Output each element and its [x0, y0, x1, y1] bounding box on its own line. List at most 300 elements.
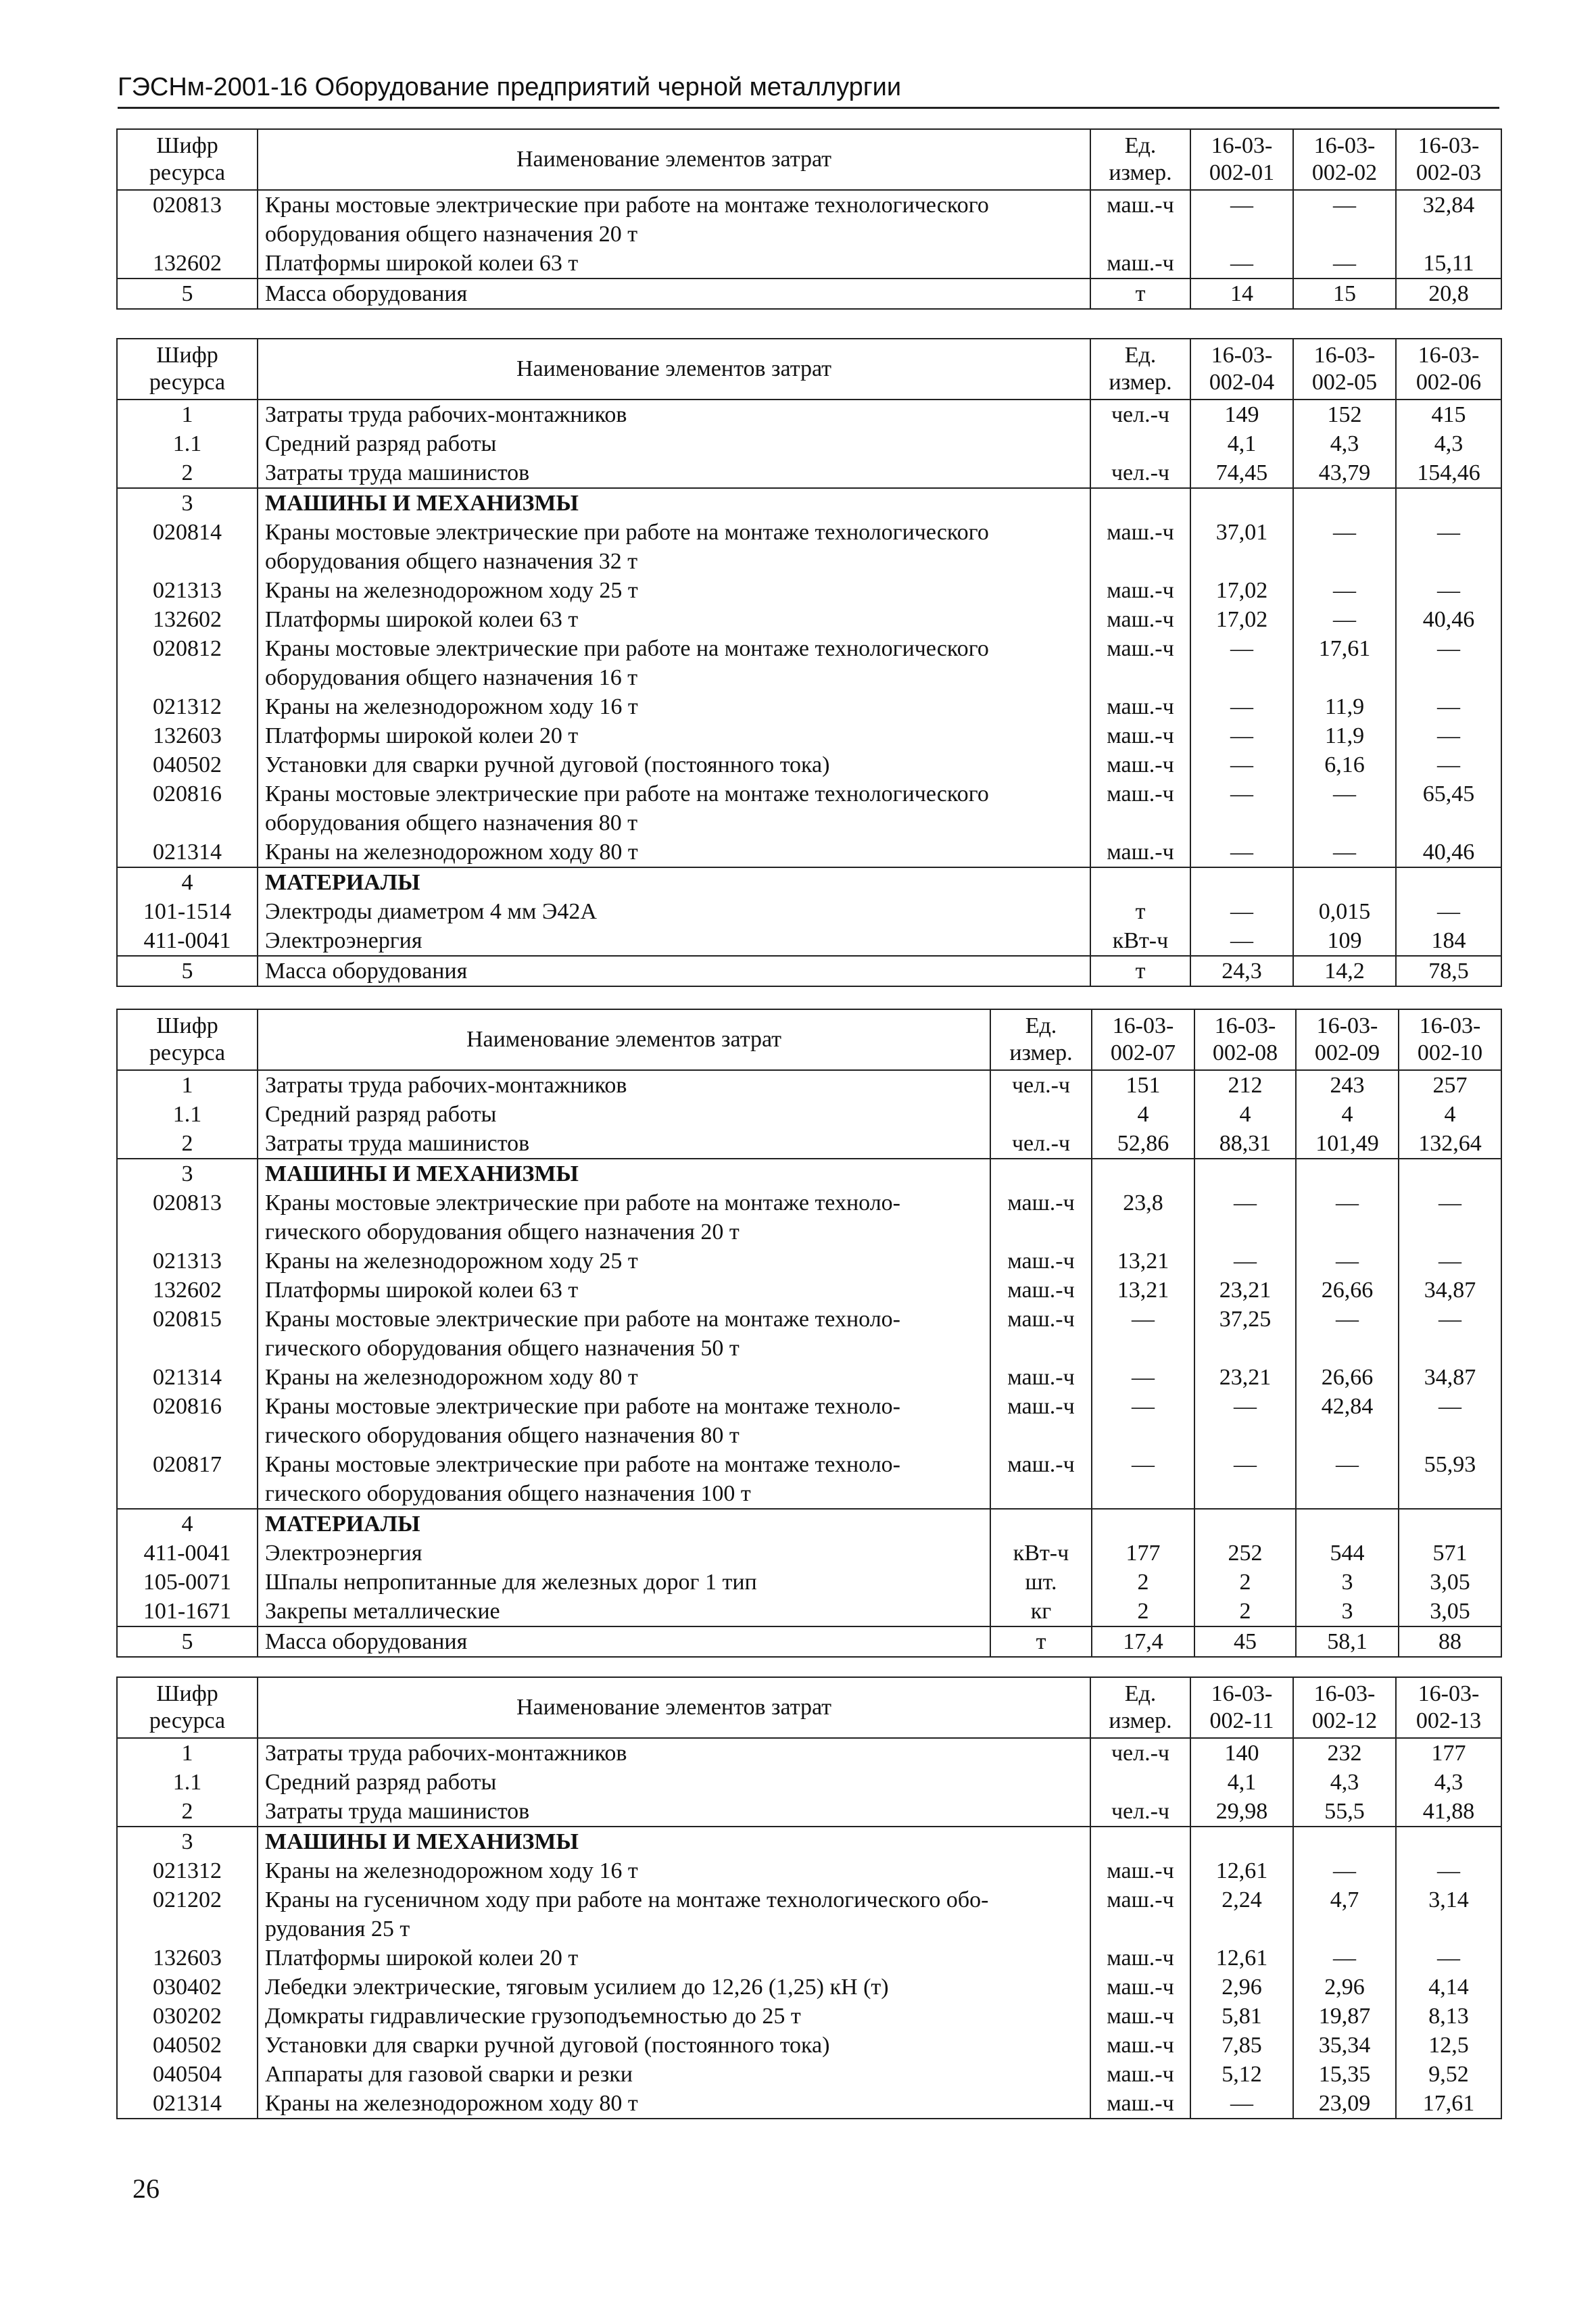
table-row [117, 1568, 1501, 1597]
resource-name: Краны мостовые электрические при работе на монтаже технологического оборудования общего назначения 20 т [258, 190, 1090, 249]
value-cell: 177 [1092, 1539, 1194, 1568]
header-column-code: 16-03-002-02 [1293, 129, 1396, 190]
header-column-code: 16-03-002-03 [1396, 129, 1501, 190]
resource-name: МАШИНЫ И МЕХАНИЗМЫ [258, 1159, 990, 1188]
resource-code: 040502 [117, 750, 258, 779]
value-cell: 12,5 [1428, 2033, 1469, 2058]
value-cell: 252 [1194, 1539, 1296, 1568]
resource-name: Затраты труда рабочих-монтажников [258, 1070, 990, 1100]
value-cell [1092, 1159, 1194, 1188]
header-column-code: 16-03-002-05 [1293, 339, 1396, 400]
resource-code: 020815 [117, 1305, 258, 1363]
unit-cell: маш.-ч [1090, 249, 1190, 279]
value-cell: — [1190, 750, 1293, 779]
resource-code: 3 [117, 1159, 258, 1188]
value-cell: 2,96 [1293, 1973, 1396, 2002]
table-row [117, 1944, 1501, 1973]
value-cell: 37,01 [1190, 518, 1293, 576]
value-cell: 3 [1296, 1568, 1399, 1597]
resource-name: Краны мостовые электрические при работе на монтаже технологического оборудования общего назначения 16 т [258, 634, 1090, 692]
value-cell: 4 [1444, 1102, 1456, 1127]
resource-name: Платформы широкой колеи 20 т [258, 721, 1090, 750]
value-cell: 4,3 [1434, 1770, 1464, 1795]
value-cell: 17,02 [1190, 576, 1293, 605]
unit-cell [990, 1509, 1092, 1539]
table-row [117, 838, 1501, 867]
value-cell: 14,2 [1293, 956, 1396, 986]
header-unit: Ед. измер. [1090, 1677, 1190, 1738]
unit-cell: маш.-ч [990, 1247, 1092, 1276]
table-row [117, 779, 1501, 838]
value-cell: 43,79 [1293, 458, 1396, 488]
resource-code: 411-0041 [117, 926, 258, 956]
value-cell: — [1092, 1363, 1194, 1392]
value-cell: 32,84 [1422, 193, 1475, 218]
header-code: Шифр ресурса [117, 339, 258, 400]
value-cell: 24,3 [1190, 956, 1293, 986]
table-row [117, 1539, 1501, 1568]
value-cell: 4,1 [1190, 429, 1293, 458]
header-code: Шифр ресурса [117, 1009, 258, 1070]
value-cell: 88 [1438, 1629, 1461, 1654]
value-cell: 149 [1190, 400, 1293, 429]
value-cell: — [1190, 2089, 1293, 2119]
header-column-code: 16-03-002-11 [1190, 1677, 1293, 1738]
value-cell [1396, 867, 1501, 897]
resource-name: Платформы широкой колеи 63 т [258, 249, 1090, 279]
value-cell: 109 [1293, 926, 1396, 956]
resource-name: Затраты труда рабочих-монтажников [258, 400, 1090, 429]
value-cell: — [1293, 190, 1396, 249]
unit-cell: маш.-ч [1090, 2060, 1190, 2089]
value-cell: 55,93 [1399, 1450, 1501, 1509]
value-cell: 7,85 [1190, 2031, 1293, 2060]
value-cell: 11,9 [1293, 721, 1396, 750]
value-cell: — [1190, 779, 1293, 838]
value-cell: 140 [1190, 1738, 1293, 1768]
resource-code: 2 [117, 458, 258, 488]
table-row [117, 721, 1501, 750]
table-row [117, 518, 1501, 576]
resource-code: 021202 [117, 1885, 258, 1944]
unit-cell: маш.-ч [1090, 1944, 1190, 1973]
value-cell: — [1194, 1392, 1296, 1450]
value-cell: 15,35 [1293, 2060, 1396, 2089]
unit-cell [1090, 488, 1190, 518]
value-cell: — [1190, 721, 1293, 750]
header-column-code: 16-03-002-04 [1190, 339, 1293, 400]
value-cell: — [1190, 249, 1293, 279]
value-cell: 4 [1092, 1100, 1194, 1129]
value-cell: — [1438, 1190, 1461, 1215]
value-cell: — [1437, 899, 1460, 924]
table-row [117, 1305, 1501, 1363]
resource-name: Краны на железнодорожном ходу 16 т [258, 1856, 1090, 1885]
resource-name: Шпалы непропитанные для железных дорог 1 тип [258, 1568, 990, 1597]
value-cell: 152 [1293, 400, 1396, 429]
resource-name: Краны на железнодорожном ходу 25 т [258, 1247, 990, 1276]
value-cell [1190, 1827, 1293, 1856]
value-cell: — [1194, 1188, 1296, 1247]
resource-name: Краны на железнодорожном ходу 80 т [258, 838, 1090, 867]
unit-cell [1090, 1768, 1190, 1797]
value-cell: 0,015 [1293, 897, 1396, 926]
resource-name: Установки для сварки ручной дуговой (постоянного тока) [258, 2031, 1090, 2060]
unit-cell: маш.-ч [1090, 634, 1190, 692]
header-unit: Ед. измер. [1090, 129, 1190, 190]
table-row [117, 634, 1501, 692]
value-cell [1296, 1159, 1399, 1188]
table-row [117, 1100, 1501, 1129]
value-cell: 2 [1194, 1568, 1296, 1597]
value-cell: 17,02 [1190, 605, 1293, 634]
resource-code: 132602 [117, 249, 258, 279]
resource-name: Краны мостовые электрические при работе на монтаже техноло-гического оборудования общего назначения 100 т [258, 1450, 990, 1509]
table-row [117, 605, 1501, 634]
value-cell: 544 [1296, 1539, 1399, 1568]
value-cell: — [1296, 1450, 1399, 1509]
unit-cell [1090, 429, 1190, 458]
resource-name: Платформы широкой колеи 63 т [258, 605, 1090, 634]
value-cell: 58,1 [1296, 1626, 1399, 1657]
value-cell: 88,31 [1194, 1129, 1296, 1159]
value-cell: 212 [1194, 1070, 1296, 1100]
value-cell: 177 [1431, 1741, 1466, 1766]
resource-code: 4 [117, 1509, 258, 1539]
resource-code: 5 [117, 1626, 258, 1657]
header-row [117, 1677, 1501, 1738]
resource-code: 020816 [117, 779, 258, 838]
value-cell: 26,66 [1296, 1276, 1399, 1305]
value-cell: 45 [1194, 1626, 1296, 1657]
value-cell: 74,45 [1190, 458, 1293, 488]
value-cell: — [1190, 838, 1293, 867]
unit-cell: чел.-ч [1090, 458, 1190, 488]
resource-code: 021312 [117, 1856, 258, 1885]
value-cell: 41,88 [1396, 1797, 1501, 1827]
value-cell: — [1190, 926, 1293, 956]
resource-code: 1.1 [117, 429, 258, 458]
value-cell: 257 [1432, 1073, 1468, 1098]
resource-name: Электроды диаметром 4 мм Э42А [258, 897, 1090, 926]
value-cell: — [1296, 1247, 1399, 1276]
resource-name: Масса оборудования [258, 1626, 990, 1657]
value-cell: — [1293, 779, 1396, 838]
table-row [117, 1129, 1501, 1159]
resource-name: Краны мостовые электрические при работе на монтаже технологического оборудования общего назначения 80 т [258, 779, 1090, 838]
value-cell: 23,21 [1194, 1363, 1296, 1392]
value-cell: 34,87 [1424, 1365, 1476, 1390]
table-row [117, 1450, 1501, 1509]
unit-cell: маш.-ч [990, 1450, 1092, 1509]
unit-cell: маш.-ч [1090, 1973, 1190, 2002]
table-row [117, 1738, 1501, 1768]
value-cell [1190, 488, 1293, 518]
resource-code: 132602 [117, 1276, 258, 1305]
value-cell: 23,09 [1293, 2089, 1396, 2119]
value-cell: 8,13 [1428, 2004, 1469, 2029]
unit-cell: маш.-ч [1090, 2002, 1190, 2031]
resource-name: Аппараты для газовой сварки и резки [258, 2060, 1090, 2089]
unit-cell: чел.-ч [990, 1129, 1092, 1159]
resource-code: 021313 [117, 576, 258, 605]
value-cell: — [1293, 249, 1396, 279]
unit-cell [1090, 1827, 1190, 1856]
resource-code: 5 [117, 279, 258, 309]
table-row [117, 1626, 1501, 1657]
table-row [117, 1188, 1501, 1247]
unit-cell: маш.-ч [1090, 1885, 1190, 1944]
unit-cell: маш.-ч [990, 1188, 1092, 1247]
table-row [117, 279, 1501, 309]
value-cell: — [1293, 605, 1396, 634]
table-row [117, 1827, 1501, 1856]
resource-name: Краны на железнодорожном ходу 80 т [258, 1363, 990, 1392]
resource-name: Электроэнергия [258, 1539, 990, 1568]
value-cell: 415 [1431, 402, 1466, 427]
resource-code: 411-0041 [117, 1539, 258, 1568]
resource-name: Установки для сварки ручной дуговой (постоянного тока) [258, 750, 1090, 779]
header-unit: Ед. измер. [990, 1009, 1092, 1070]
resource-name: МАШИНЫ И МЕХАНИЗМЫ [258, 1827, 1090, 1856]
table-row [117, 400, 1501, 429]
table-row [117, 1856, 1501, 1885]
table-row [117, 488, 1501, 518]
norm-table-3 [116, 1009, 1502, 1658]
unit-cell: маш.-ч [1090, 605, 1190, 634]
value-cell: — [1194, 1247, 1296, 1276]
page-number: 26 [132, 2173, 160, 2204]
table-row [117, 1070, 1501, 1100]
resource-code: 020817 [117, 1450, 258, 1509]
unit-cell [1090, 867, 1190, 897]
header-row [117, 129, 1501, 190]
header-name: Наименование элементов затрат [258, 1009, 990, 1070]
value-cell: — [1092, 1305, 1194, 1363]
value-cell: 37,25 [1194, 1305, 1296, 1363]
unit-cell: маш.-ч [990, 1276, 1092, 1305]
value-cell: 12,61 [1190, 1944, 1293, 1973]
resource-name: Краны на железнодорожном ходу 16 т [258, 692, 1090, 721]
value-cell: — [1437, 723, 1460, 748]
resource-code: 105-0071 [117, 1568, 258, 1597]
value-cell: 20,8 [1428, 281, 1469, 306]
table-row [117, 458, 1501, 488]
resource-code: 020813 [117, 190, 258, 249]
value-cell: 9,52 [1428, 2062, 1469, 2087]
resource-name: Затраты труда машинистов [258, 458, 1090, 488]
resource-name: Краны мостовые электрические при работе на монтаже технологического оборудования общего назначения 32 т [258, 518, 1090, 576]
table-row [117, 1247, 1501, 1276]
header-row [117, 1009, 1501, 1070]
resource-code: 020813 [117, 1188, 258, 1247]
resource-name: Краны на железнодорожном ходу 25 т [258, 576, 1090, 605]
value-cell: 3,05 [1399, 1597, 1501, 1626]
value-cell: — [1437, 694, 1460, 719]
value-cell: 2,96 [1190, 1973, 1293, 2002]
value-cell: 4 [1296, 1100, 1399, 1129]
header-column-code: 16-03-002-12 [1293, 1677, 1396, 1738]
value-cell: 6,16 [1293, 750, 1396, 779]
value-cell: 11,9 [1293, 692, 1396, 721]
value-cell: 3,05 [1430, 1570, 1470, 1595]
resource-code: 3 [117, 1827, 258, 1856]
header-column-code: 16-03-002-08 [1194, 1009, 1296, 1070]
value-cell: 132,64 [1399, 1129, 1501, 1159]
resource-name: Краны на железнодорожном ходу 80 т [258, 2089, 1090, 2119]
resource-code: 101-1514 [117, 897, 258, 926]
table-row [117, 1885, 1501, 1944]
value-cell: 3 [1296, 1597, 1399, 1626]
resource-name: Домкраты гидравлические грузоподъемностью до 25 т [258, 2002, 1090, 2031]
value-cell: 4,3 [1293, 429, 1396, 458]
unit-cell: маш.-ч [1090, 750, 1190, 779]
header-code: Шифр ресурса [117, 129, 258, 190]
value-cell: 14 [1190, 279, 1293, 309]
value-cell: 151 [1092, 1070, 1194, 1100]
unit-cell: чел.-ч [990, 1070, 1092, 1100]
value-cell: 4 [1194, 1100, 1296, 1129]
table-row [117, 1768, 1501, 1797]
header-unit: Ед. измер. [1090, 339, 1190, 400]
value-cell: — [1438, 1249, 1461, 1274]
value-cell: 101,49 [1296, 1129, 1399, 1159]
unit-cell: чел.-ч [1090, 1738, 1190, 1768]
value-cell: 12,61 [1190, 1856, 1293, 1885]
unit-cell: маш.-ч [1090, 1856, 1190, 1885]
resource-code: 021314 [117, 838, 258, 867]
resource-code: 030202 [117, 2002, 258, 2031]
resource-name: Затраты труда машинистов [258, 1129, 990, 1159]
resource-code: 021313 [117, 1247, 258, 1276]
resource-code: 101-1671 [117, 1597, 258, 1626]
value-cell: 52,86 [1092, 1129, 1194, 1159]
value-cell: 13,21 [1092, 1276, 1194, 1305]
header-column-code: 16-03-002-07 [1092, 1009, 1194, 1070]
page-header: ГЭСНм-2001-16 Оборудование предприятий черной металлургии [118, 70, 1499, 109]
table-row [117, 2031, 1501, 2060]
resource-name: МАТЕРИАЛЫ [258, 1509, 990, 1539]
value-cell: — [1190, 634, 1293, 692]
header-row [117, 339, 1501, 400]
resource-name: Затраты труда рабочих-монтажников [258, 1738, 1090, 1768]
unit-cell: кг [990, 1597, 1092, 1626]
value-cell: — [1296, 1305, 1399, 1363]
value-cell [1396, 1827, 1501, 1856]
resource-name: Краны мостовые электрические при работе на монтаже техноло-гического оборудования общего назначения 50 т [258, 1305, 990, 1363]
value-cell: 17,61 [1422, 2091, 1475, 2116]
unit-cell: т [990, 1626, 1092, 1657]
table-row [117, 692, 1501, 721]
resource-name: МАТЕРИАЛЫ [258, 867, 1090, 897]
value-cell: 17,4 [1092, 1626, 1194, 1657]
resource-name: Краны мостовые электрические при работе на монтаже техноло-гического оборудования общего назначения 20 т [258, 1188, 990, 1247]
value-cell [1396, 488, 1501, 518]
table-row [117, 750, 1501, 779]
value-cell [1092, 1509, 1194, 1539]
value-cell: 154,46 [1396, 458, 1501, 488]
value-cell [1293, 1827, 1396, 1856]
table-row [117, 190, 1501, 249]
unit-cell: шт. [990, 1568, 1092, 1597]
resource-name: МАШИНЫ И МЕХАНИЗМЫ [258, 488, 1090, 518]
value-cell: 5,81 [1190, 2002, 1293, 2031]
value-cell: 26,66 [1296, 1363, 1399, 1392]
resource-name: Средний разряд работы [258, 1100, 990, 1129]
value-cell: — [1438, 1307, 1461, 1332]
unit-cell: чел.-ч [1090, 400, 1190, 429]
value-cell: 2 [1092, 1568, 1194, 1597]
header-code: Шифр ресурса [117, 1677, 258, 1738]
value-cell: 23,21 [1194, 1276, 1296, 1305]
value-cell [1293, 488, 1396, 518]
resource-name: Электроэнергия [258, 926, 1090, 956]
value-cell: 15,11 [1396, 249, 1501, 279]
table-row [117, 1159, 1501, 1188]
table-row [117, 249, 1501, 279]
resource-code: 1.1 [117, 1100, 258, 1129]
table-row [117, 1797, 1501, 1827]
value-cell: 2,24 [1190, 1885, 1293, 1944]
resource-code: 021314 [117, 1363, 258, 1392]
unit-cell: маш.-ч [1090, 576, 1190, 605]
unit-cell: кВт-ч [1090, 926, 1190, 956]
resource-code: 1.1 [117, 1768, 258, 1797]
value-cell: 40,46 [1396, 838, 1501, 867]
unit-cell: маш.-ч [1090, 2089, 1190, 2119]
value-cell: 35,34 [1293, 2031, 1396, 2060]
value-cell: — [1437, 578, 1460, 603]
table-row [117, 926, 1501, 956]
unit-cell: маш.-ч [1090, 518, 1190, 576]
resource-code: 020814 [117, 518, 258, 576]
value-cell [1399, 1509, 1501, 1539]
unit-cell: т [1090, 897, 1190, 926]
value-cell: — [1293, 576, 1396, 605]
value-cell: 55,5 [1293, 1797, 1396, 1827]
unit-cell [990, 1159, 1092, 1188]
value-cell: — [1437, 636, 1460, 661]
table-row [117, 897, 1501, 926]
value-cell: — [1293, 1856, 1396, 1885]
value-cell: — [1437, 520, 1460, 545]
value-cell: 4,7 [1293, 1885, 1396, 1944]
resource-code: 3 [117, 488, 258, 518]
value-cell: — [1194, 1450, 1296, 1509]
resource-code: 021314 [117, 2089, 258, 2119]
value-cell: 19,87 [1293, 2002, 1396, 2031]
value-cell: 34,87 [1424, 1278, 1476, 1303]
header-column-code: 16-03-002-01 [1190, 129, 1293, 190]
resource-code: 021312 [117, 692, 258, 721]
value-cell [1190, 867, 1293, 897]
table-row [117, 2002, 1501, 2031]
header-column-code: 16-03-002-09 [1296, 1009, 1399, 1070]
unit-cell: чел.-ч [1090, 1797, 1190, 1827]
value-cell: — [1437, 752, 1460, 777]
value-cell: — [1190, 897, 1293, 926]
value-cell: — [1437, 1946, 1460, 1971]
resource-name: Масса оборудования [258, 279, 1090, 309]
value-cell [1296, 1509, 1399, 1539]
unit-cell: кВт-ч [990, 1539, 1092, 1568]
unit-cell: маш.-ч [1090, 2031, 1190, 2060]
table-row [117, 1973, 1501, 2002]
unit-cell: маш.-ч [1090, 721, 1190, 750]
value-cell: 2 [1194, 1597, 1296, 1626]
value-cell: 78,5 [1428, 959, 1469, 984]
table-row [117, 2089, 1501, 2119]
